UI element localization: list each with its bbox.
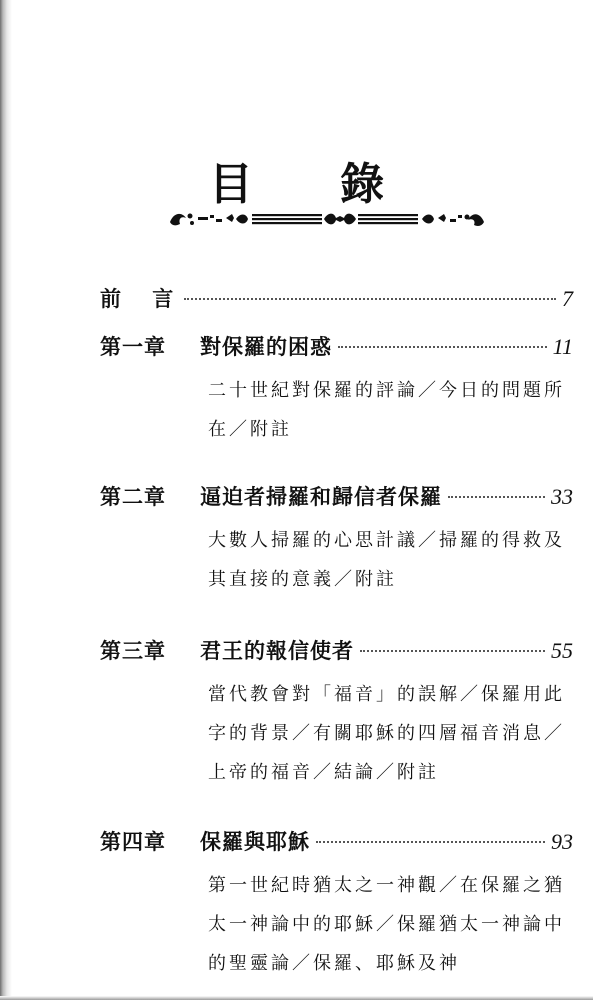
page-bottom-edge [0, 996, 593, 1000]
toc-dot-leader [316, 841, 545, 843]
toc-dot-leader [338, 346, 547, 348]
toc-chapter-label: 第四章 [100, 830, 166, 854]
toc-entry-preface[interactable] [100, 285, 573, 313]
page-title: 目 錄 [208, 159, 421, 210]
toc-page-number: 11 [552, 334, 573, 359]
title-ornament [168, 208, 486, 230]
toc-entry-chapter-1[interactable] [100, 333, 573, 449]
toc-chapter-title: 對保羅的困惑 [200, 335, 332, 359]
toc-chapter-label: 第三章 [100, 639, 166, 663]
toc-chapter-title: 逼迫者掃羅和歸信者保羅 [200, 485, 442, 509]
toc-chapter-summary: 當代教會對「福音」的誤解／保羅用此字的背景／有關耶穌的四層福音消息／上帝的福音／結論／附註 [208, 684, 565, 783]
toc-chapter-title: 君王的報信使者 [200, 639, 354, 663]
toc-chapter-label: 第一章 [100, 335, 166, 359]
toc-chapter-summary: 第一世紀時猶太之一神觀／在保羅之猶太一神論中的耶穌／保羅猶太一神論中的聖靈論／保羅、耶穌及神 [208, 875, 565, 974]
toc-dot-leader [360, 650, 545, 652]
toc-entry-chapter-4[interactable] [100, 828, 573, 983]
toc-page-number: 55 [551, 638, 573, 663]
toc-chapter-summary: 二十世紀對保羅的評論／今日的問題所在／附註 [208, 380, 565, 440]
toc-chapter-title: 保羅與耶穌 [200, 830, 310, 854]
toc-dot-leader [184, 298, 556, 300]
toc-page-number: 33 [551, 484, 573, 509]
toc-entry-chapter-3[interactable] [100, 637, 573, 792]
toc-page-number: 7 [562, 286, 573, 311]
toc-chapter-label: 前 言 [100, 287, 186, 311]
toc-page-number: 93 [551, 829, 573, 854]
toc-dot-leader [448, 496, 545, 498]
toc-entry-chapter-2[interactable] [100, 483, 573, 599]
toc-chapter-summary: 大數人掃羅的心思計議／掃羅的得救及其直接的意義／附註 [208, 530, 565, 590]
toc-chapter-label: 第二章 [100, 485, 166, 509]
